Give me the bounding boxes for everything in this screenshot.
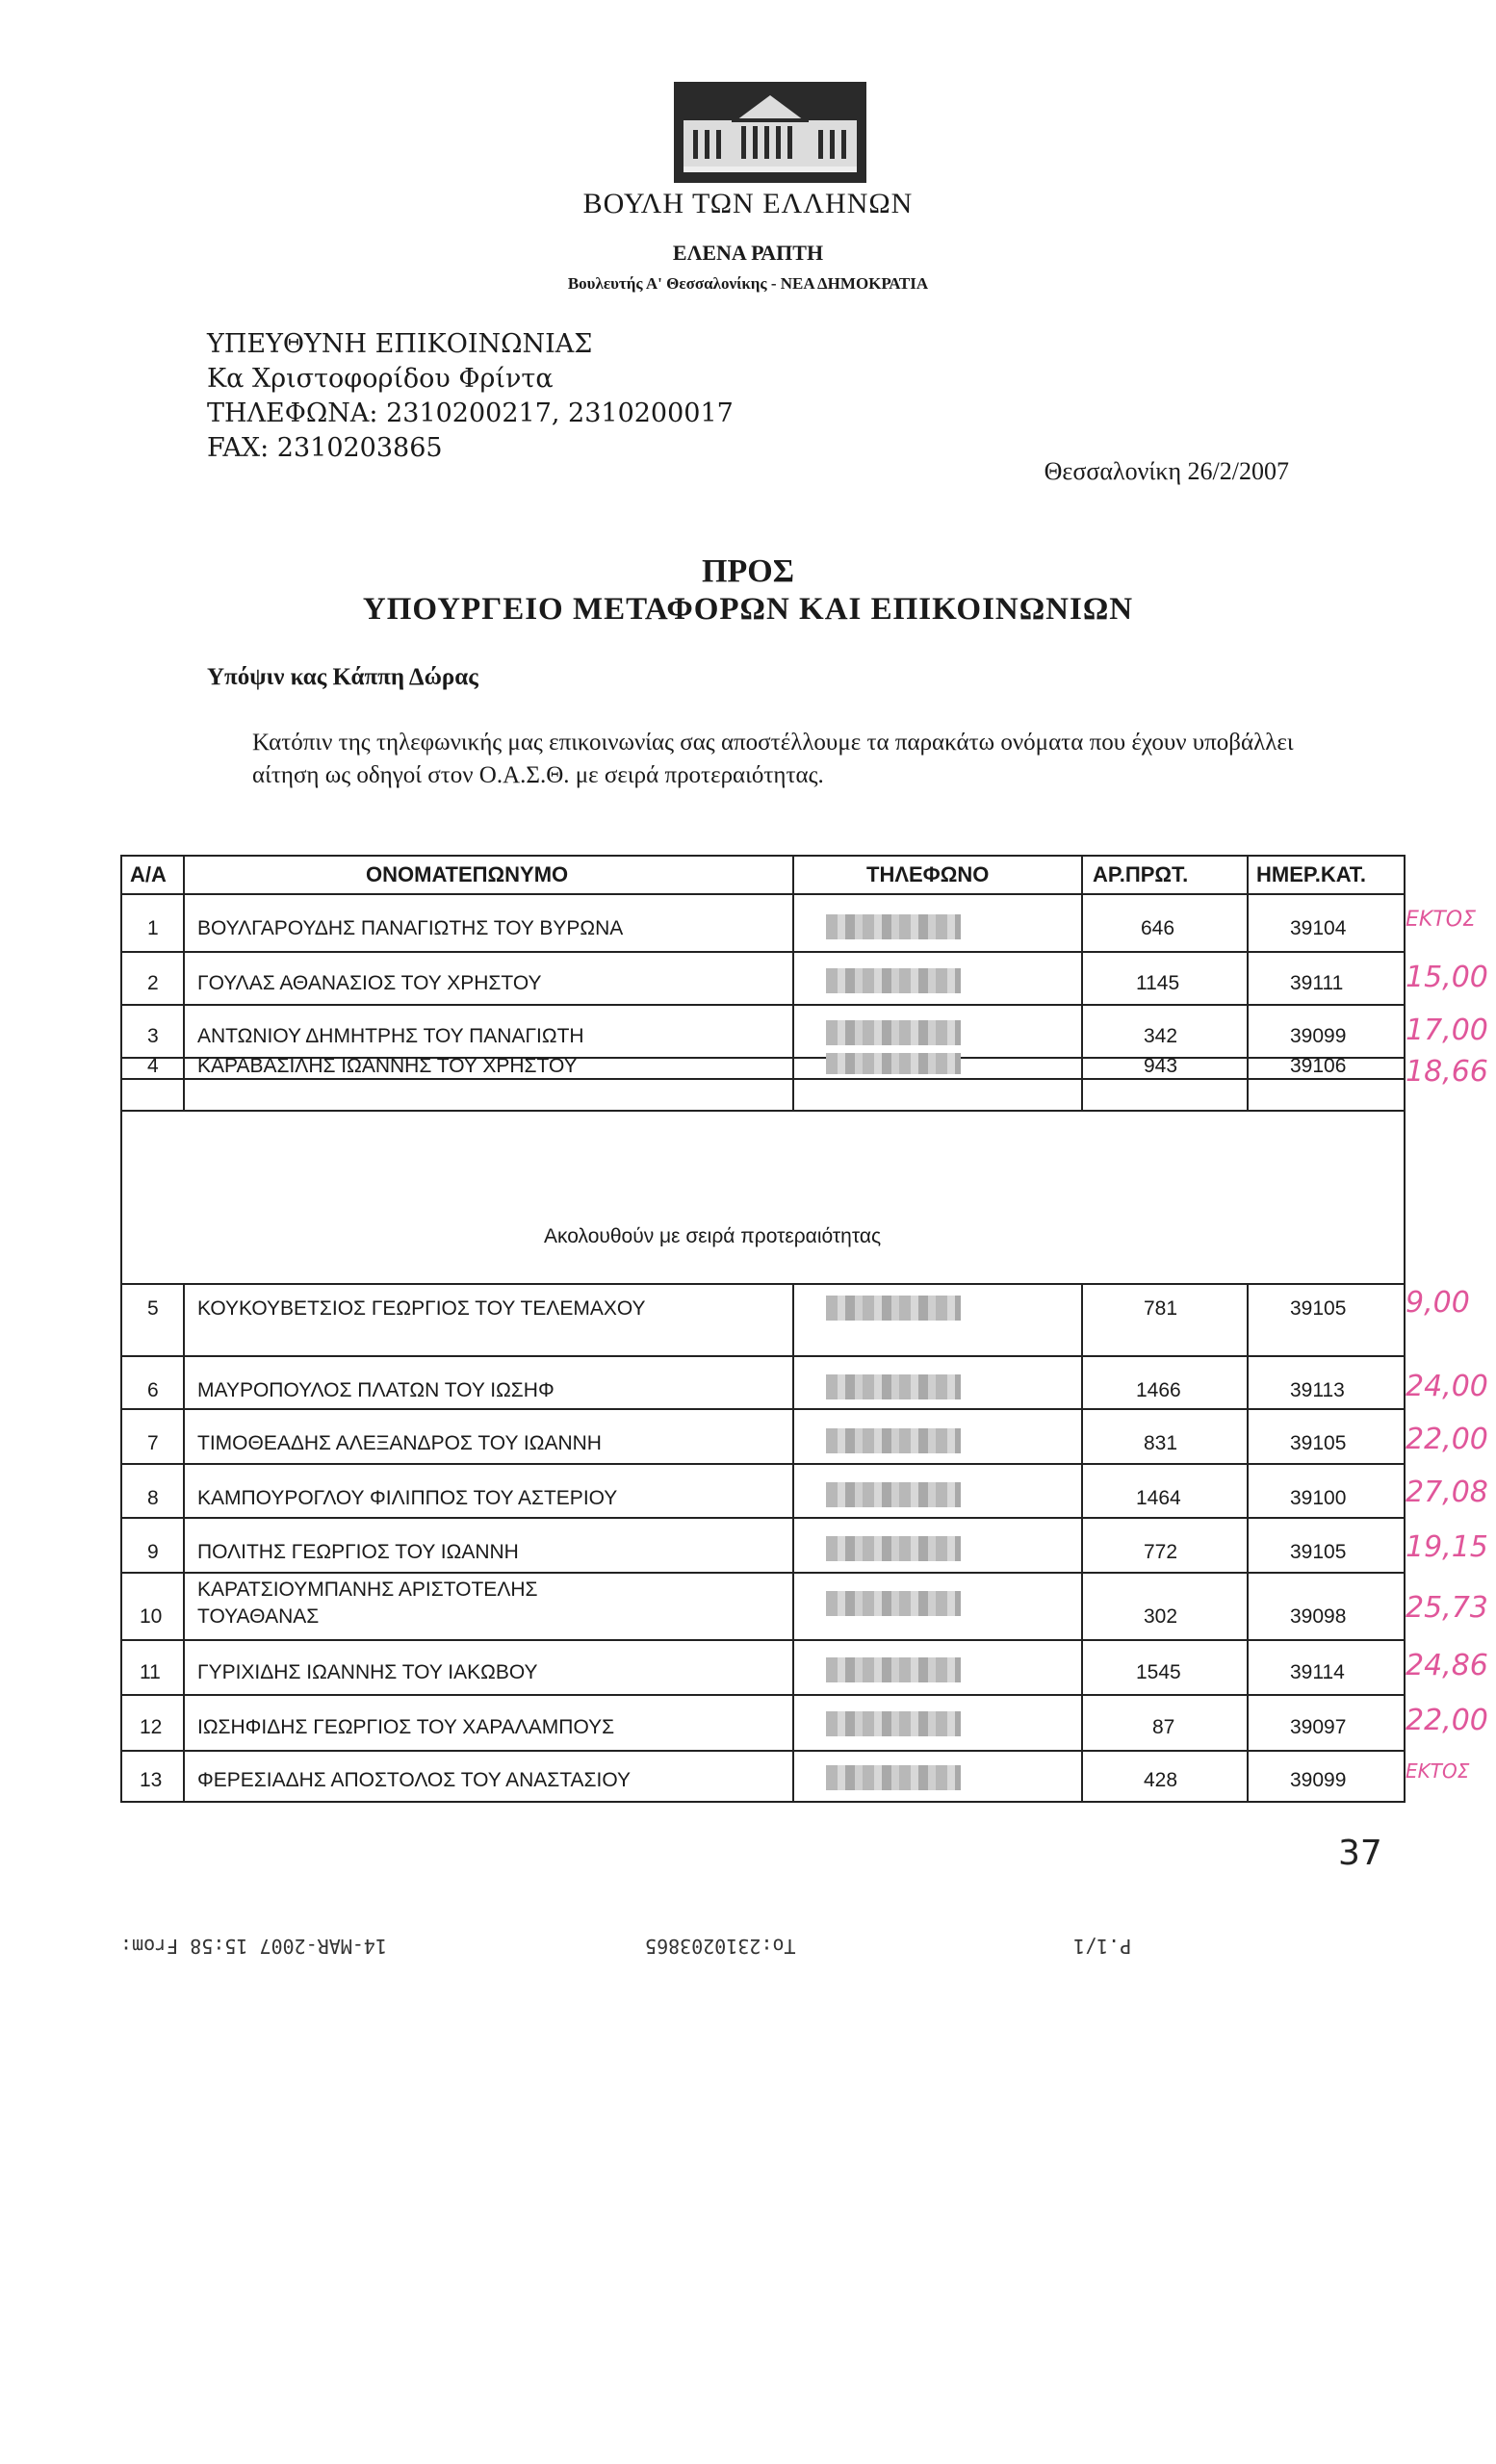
row-protocol: 87: [1152, 1716, 1175, 1738]
handwritten-note: 27,08: [1406, 1476, 1488, 1509]
row-date: 39105: [1290, 1432, 1347, 1454]
row-protocol: 831: [1144, 1432, 1178, 1454]
contact-line: FAX: 2310203865: [207, 433, 443, 463]
redacted-phone: [826, 1482, 961, 1507]
mp-name: ΕΛΕΝΑ ΡΑΠΤΗ: [672, 241, 824, 265]
row-number: 6: [147, 1379, 159, 1401]
mp-role: Βουλευτής Α' Θεσσαλονίκης - ΝΕΑ ΔΗΜΟΚΡΑΤΙΑ: [567, 274, 929, 293]
header-phone: ΤΗΛΕΦΩΝΟ: [866, 862, 990, 886]
row-name: ΚΑΡΑΒΑΣΙΛΗΣ ΙΩΑΝΝΗΣ ΤΟΥ ΧΡΗΣΤΟΥ: [197, 1055, 578, 1077]
row-date: 39104: [1290, 917, 1347, 939]
row-name-continued: ΤΟΥΑΘΑΝΑΣ: [197, 1605, 320, 1628]
handwritten-note: 22,00: [1406, 1423, 1488, 1456]
row-protocol: 1545: [1136, 1661, 1181, 1683]
row-date: 39099: [1290, 1025, 1347, 1047]
handwritten-note: 19,15: [1406, 1530, 1488, 1564]
row-name: ΚΑΡΑΤΣΙΟΥΜΠΑΝΗΣ ΑΡΙΣΤΟΤΕΛΗΣ: [197, 1578, 538, 1601]
letter-date: Θεσσαλονίκη 26/2/2007: [1044, 457, 1289, 485]
row-protocol: 772: [1144, 1541, 1178, 1563]
row-name: ΑΝΤΩΝΙΟΥ ΔΗΜΗΤΡΗΣ ΤΟΥ ΠΑΝΑΓΙΩΤΗ: [197, 1025, 584, 1047]
row-protocol: 646: [1141, 917, 1175, 939]
redacted-phone: [826, 1711, 961, 1736]
handwritten-note: 15,00: [1406, 961, 1488, 994]
recipient-title: ΠΡΟΣ: [702, 553, 794, 589]
redacted-phone: [826, 1296, 961, 1321]
row-number: 9: [147, 1541, 159, 1563]
row-number: 2: [147, 972, 159, 994]
row-number: 13: [140, 1769, 163, 1791]
row-date: 39106: [1290, 1055, 1347, 1077]
row-number: 4: [147, 1055, 159, 1077]
row-name: ΜΑΥΡΟΠΟΥΛΟΣ ΠΛΑΤΩΝ ΤΟΥ ΙΩΣΗΦ: [197, 1379, 555, 1401]
row-protocol: 781: [1144, 1297, 1178, 1320]
row-name: ΓΥΡΙΧΙΔΗΣ ΙΩΑΝΝΗΣ ΤΟΥ ΙΑΚΩΒΟΥ: [197, 1661, 538, 1683]
row-name: ΒΟΥΛΓΑΡΟΥΔΗΣ ΠΑΝΑΓΙΩΤΗΣ ΤΟΥ ΒΥΡΩΝΑ: [197, 917, 624, 939]
handwritten-note: 17,00: [1406, 1014, 1488, 1047]
parliament-logo-icon: [674, 82, 866, 183]
handwritten-note: 24,00: [1406, 1370, 1488, 1403]
handwritten-note: 24,86: [1406, 1649, 1488, 1682]
redacted-phone: [826, 1374, 961, 1399]
row-name: ΓΟΥΛΑΣ ΑΘΑΝΑΣΙΟΣ ΤΟΥ ΧΡΗΣΤΟΥ: [197, 972, 542, 994]
fax-footer-right: 14-MAR-2007 15:58 From:: [120, 1935, 387, 1958]
page-mark: 37: [1338, 1834, 1382, 1873]
redacted-phone: [826, 1591, 961, 1616]
redacted-phone: [826, 914, 961, 939]
header-name: ΟΝΟΜΑΤΕΠΩΝΥΜΟ: [366, 862, 569, 886]
redacted-phone: [826, 1053, 961, 1074]
row-name: ΠΟΛΙΤΗΣ ΓΕΩΡΓΙΟΣ ΤΟΥ ΙΩΑΝΝΗ: [197, 1541, 519, 1563]
row-date: 39097: [1290, 1716, 1347, 1738]
row-date: 39099: [1290, 1769, 1347, 1791]
row-protocol: 1145: [1136, 972, 1180, 994]
row-date: 39105: [1290, 1297, 1347, 1320]
redacted-phone: [826, 1765, 961, 1790]
row-number: 5: [147, 1297, 159, 1320]
row-date: 39098: [1290, 1605, 1347, 1628]
header-protocol: ΑΡ.ΠΡΩΤ.: [1093, 862, 1189, 886]
recipient-org: ΥΠΟΥΡΓΕΙΟ ΜΕΤΑΦΟΡΩΝ ΚΑΙ ΕΠΙΚΟΙΝΩΝΙΩΝ: [362, 592, 1134, 627]
fax-footer-left: P.1/1: [1073, 1935, 1132, 1958]
row-date: 39111: [1290, 972, 1344, 994]
handwritten-note: 18,66: [1406, 1055, 1488, 1089]
row-date: 39105: [1290, 1541, 1347, 1563]
applicants-table: [120, 855, 1488, 1803]
row-number: 12: [140, 1716, 163, 1738]
contact-line: ΥΠΕΥΘΥΝΗ ΕΠΙΚΟΙΝΩΝΙΑΣ: [207, 329, 593, 359]
redacted-phone: [826, 1428, 961, 1453]
handwritten-note: 25,73: [1406, 1591, 1488, 1625]
row-number: 10: [140, 1605, 163, 1628]
row-protocol: 428: [1144, 1769, 1178, 1791]
priority-note: Ακολουθούν με σειρά προτεραιότητας: [544, 1225, 882, 1247]
row-date: 39114: [1290, 1661, 1345, 1683]
fax-footer-mid: Το:2310203865: [645, 1935, 796, 1958]
parliament-name: ΒΟΥΛΗ ΤΩΝ ΕΛΛΗΝΩΝ: [582, 188, 914, 219]
header-date: ΗΜΕΡ.ΚΑΤ.: [1256, 862, 1366, 886]
row-number: 8: [147, 1487, 159, 1509]
contact-line: Κα Χριστοφορίδου Φρίντα: [207, 364, 554, 394]
handwritten-note: ΕΚΤΟΣ: [1406, 1759, 1470, 1783]
row-number: 7: [147, 1432, 159, 1454]
row-number: 3: [147, 1025, 159, 1047]
contact-block: [207, 327, 734, 466]
redacted-phone: [826, 1020, 961, 1045]
handwritten-note: 22,00: [1406, 1704, 1488, 1737]
row-name: ΤΙΜΟΘΕΑΔΗΣ ΑΛΕΞΑΝΔΡΟΣ ΤΟΥ ΙΩΑΝΝΗ: [197, 1432, 602, 1454]
row-number: 11: [140, 1661, 161, 1683]
letter-body: Κατόπιν της τηλεφωνικής μας επικοινωνίας σας αποστέλλουμε τα παρακάτω ονόματα που έχουν υποβάλλει αίτηση ως οδηγοί στον Ο.Α.Σ.Θ. με σειρά προτεραιότητας.: [252, 730, 1294, 788]
row-date: 39100: [1290, 1487, 1347, 1509]
row-protocol: 302: [1144, 1605, 1178, 1628]
row-protocol: 342: [1144, 1025, 1178, 1047]
contact-line: ΤΗΛΕΦΩΝΑ: 2310200217, 2310200017: [207, 398, 734, 428]
handwritten-note: ΕΚΤΟΣ: [1406, 908, 1476, 932]
handwritten-note: 9,00: [1406, 1286, 1470, 1320]
header-aa: Α/Α: [130, 862, 167, 886]
row-protocol: 1466: [1136, 1379, 1181, 1401]
row-protocol: 943: [1144, 1055, 1178, 1077]
row-number: 1: [147, 917, 159, 939]
row-protocol: 1464: [1136, 1487, 1181, 1509]
row-name: ΚΟΥΚΟΥΒΕΤΣΙΟΣ ΓΕΩΡΓΙΟΣ ΤΟΥ ΤΕΛΕΜΑΧΟΥ: [197, 1297, 646, 1320]
attention-line: Υπόψιν κας Κάππη Δώρας: [207, 664, 478, 690]
redacted-phone: [826, 1657, 961, 1682]
redacted-phone: [826, 1536, 961, 1561]
row-date: 39113: [1290, 1379, 1345, 1401]
row-name: ΚΑΜΠΟΥΡΟΓΛΟΥ ΦΙΛΙΠΠΟΣ ΤΟΥ ΑΣΤΕΡΙΟΥ: [197, 1487, 618, 1509]
row-name: ΦΕΡΕΣΙΑΔΗΣ ΑΠΟΣΤΟΛΟΣ ΤΟΥ ΑΝΑΣΤΑΣΙΟΥ: [197, 1769, 632, 1791]
row-name: ΙΩΣΗΦΙΔΗΣ ΓΕΩΡΓΙΟΣ ΤΟΥ ΧΑΡΑΛΑΜΠΟΥΣ: [197, 1716, 615, 1738]
redacted-phone: [826, 968, 961, 993]
